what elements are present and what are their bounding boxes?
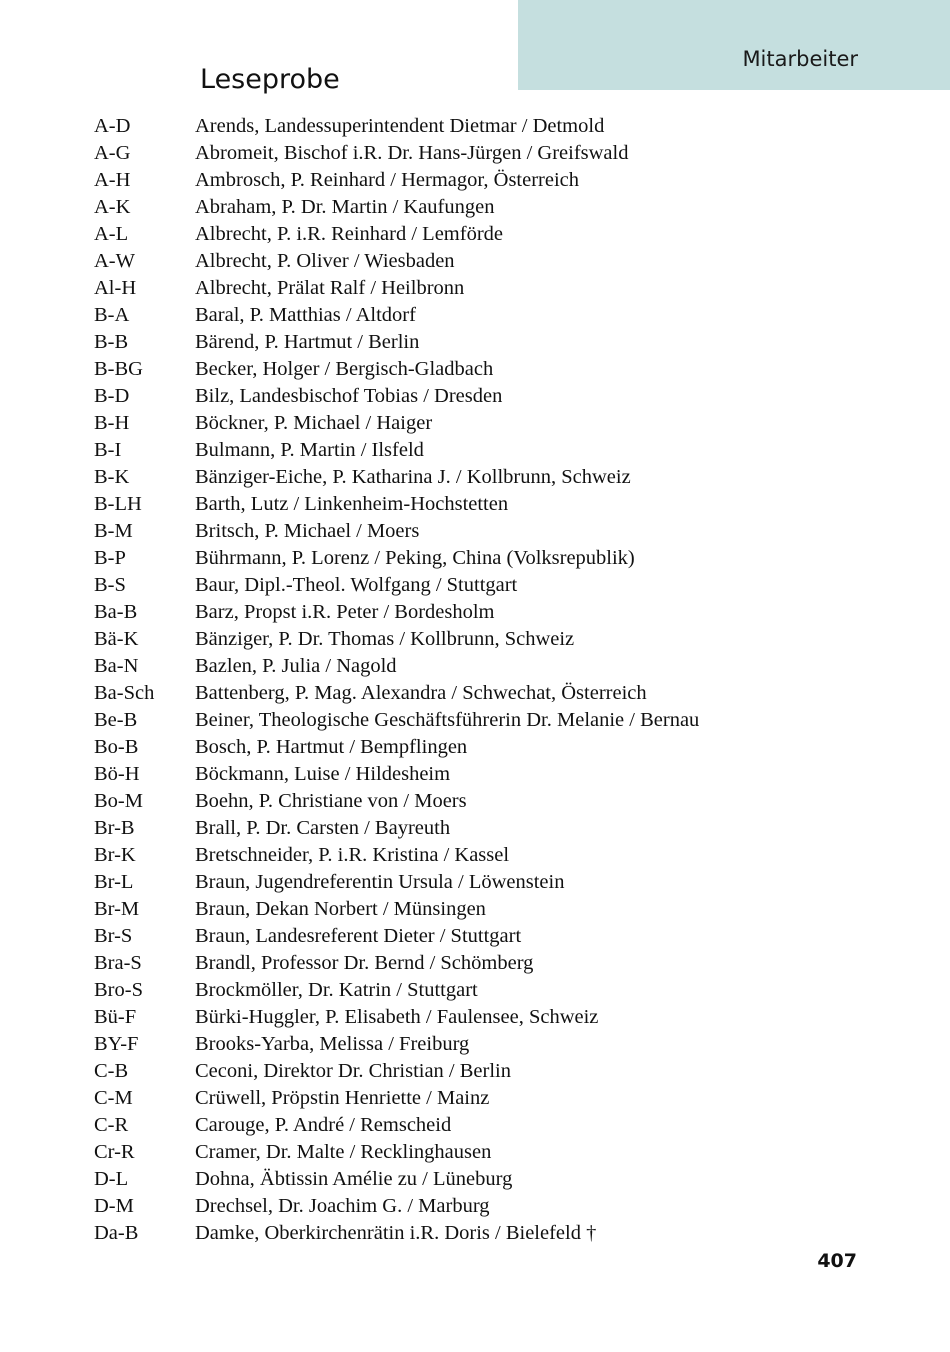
list-item — [94, 545, 854, 572]
list-item — [94, 788, 854, 815]
list-item — [94, 977, 854, 1004]
list-item — [94, 1220, 854, 1247]
entry-abbreviation: Be-B — [94, 709, 138, 731]
list-item — [94, 626, 854, 653]
list-item — [94, 248, 854, 275]
section-header-tab — [518, 0, 950, 90]
entry-abbreviation: Br-B — [94, 817, 135, 839]
entry-abbreviation: Br-L — [94, 871, 134, 893]
entry-abbreviation: A-D — [94, 115, 131, 137]
entry-abbreviation: BY-F — [94, 1033, 139, 1055]
list-item — [94, 761, 854, 788]
entry-abbreviation: B-I — [94, 439, 122, 461]
entry-name: Albrecht, P. Oliver / Wiesbaden — [195, 250, 455, 272]
list-item — [94, 923, 854, 950]
entry-abbreviation: D-L — [94, 1168, 129, 1190]
entry-abbreviation: B-K — [94, 466, 130, 488]
list-item — [94, 356, 854, 383]
list-item — [94, 491, 854, 518]
list-item — [94, 950, 854, 977]
entry-abbreviation: B-BG — [94, 358, 143, 380]
entry-name: Brockmöller, Dr. Katrin / Stuttgart — [195, 979, 478, 1001]
entry-abbreviation: B-P — [94, 547, 126, 569]
entry-abbreviation: Bö-H — [94, 763, 140, 785]
list-item — [94, 275, 854, 302]
list-item — [94, 383, 854, 410]
list-item — [94, 869, 854, 896]
list-item — [94, 1004, 854, 1031]
entry-abbreviation: C-M — [94, 1087, 133, 1109]
entry-name: Brall, P. Dr. Carsten / Bayreuth — [195, 817, 451, 839]
entry-name: Dohna, Äbtissin Amélie zu / Lüneburg — [195, 1168, 513, 1190]
entry-abbreviation: A-G — [94, 142, 131, 164]
entry-name: Barz, Propst i.R. Peter / Bordesholm — [195, 601, 495, 623]
entry-name: Cramer, Dr. Malte / Recklinghausen — [195, 1141, 492, 1163]
entry-name: Albrecht, Prälat Ralf / Heilbronn — [195, 277, 465, 299]
entry-name: Böckmann, Luise / Hildesheim — [195, 763, 451, 785]
list-item — [94, 221, 854, 248]
list-item — [94, 1058, 854, 1085]
entry-name: Bilz, Landesbischof Tobias / Dresden — [195, 385, 503, 407]
entry-abbreviation: Da-B — [94, 1222, 139, 1244]
entry-name: Battenberg, P. Mag. Alexandra / Schwechat, Österreich — [195, 682, 647, 704]
list-item — [94, 437, 854, 464]
entry-name: Braun, Jugendreferentin Ursula / Löwenstein — [195, 871, 565, 893]
entry-abbreviation: Br-M — [94, 898, 140, 920]
entry-name: Brandl, Professor Dr. Bernd / Schömberg — [195, 952, 534, 974]
list-item — [94, 464, 854, 491]
list-item — [94, 410, 854, 437]
entry-name: Albrecht, P. i.R. Reinhard / Lemförde — [195, 223, 504, 245]
list-item — [94, 1112, 854, 1139]
list-item — [94, 599, 854, 626]
entry-abbreviation: B-A — [94, 304, 130, 326]
entry-abbreviation: B-LH — [94, 493, 142, 515]
entry-abbreviation: B-M — [94, 520, 133, 542]
entry-abbreviation: Ba-Sch — [94, 682, 155, 704]
list-item — [94, 896, 854, 923]
entry-abbreviation: A-K — [94, 196, 131, 218]
entry-name: Boehn, P. Christiane von / Moers — [195, 790, 467, 812]
list-item — [94, 707, 854, 734]
entry-abbreviation: D-M — [94, 1195, 134, 1217]
entry-name: Baur, Dipl.-Theol. Wolfgang / Stuttgart — [195, 574, 518, 596]
entry-name: Ambrosch, P. Reinhard / Hermagor, Österreich — [195, 169, 580, 191]
entry-name: Damke, Oberkirchenrätin i.R. Doris / Bielefeld † — [195, 1222, 597, 1244]
list-item — [94, 653, 854, 680]
list-item — [94, 572, 854, 599]
entry-name: Barth, Lutz / Linkenheim-Hochstetten — [195, 493, 509, 515]
entry-name: Bänziger-Eiche, P. Katharina J. / Kollbrunn, Schweiz — [195, 466, 631, 488]
entry-name: Bosch, P. Hartmut / Bempflingen — [195, 736, 468, 758]
entry-name: Bretschneider, P. i.R. Kristina / Kassel — [195, 844, 510, 866]
contributor-list — [94, 113, 854, 1247]
entry-name: Drechsel, Dr. Joachim G. / Marburg — [195, 1195, 490, 1217]
list-item — [94, 842, 854, 869]
entry-name: Abraham, P. Dr. Martin / Kaufungen — [195, 196, 495, 218]
list-item — [94, 113, 854, 140]
list-item — [94, 1139, 854, 1166]
entry-name: Becker, Holger / Bergisch-Gladbach — [195, 358, 494, 380]
entry-name: Bärend, P. Hartmut / Berlin — [195, 331, 420, 353]
entry-abbreviation: B-D — [94, 385, 130, 407]
entry-name: Beiner, Theologische Geschäftsführerin Dr. Melanie / Bernau — [195, 709, 700, 731]
entry-name: Braun, Dekan Norbert / Münsingen — [195, 898, 486, 920]
entry-abbreviation: C-R — [94, 1114, 129, 1136]
list-item — [94, 734, 854, 761]
entry-name: Carouge, P. André / Remscheid — [195, 1114, 452, 1136]
list-item — [94, 680, 854, 707]
entry-abbreviation: Bo-B — [94, 736, 139, 758]
entry-name: Ceconi, Direktor Dr. Christian / Berlin — [195, 1060, 511, 1082]
list-item — [94, 140, 854, 167]
list-item — [94, 815, 854, 842]
list-item — [94, 1166, 854, 1193]
entry-abbreviation: Ba-B — [94, 601, 138, 623]
entry-name: Böckner, P. Michael / Haiger — [195, 412, 433, 434]
entry-name: Crüwell, Pröpstin Henriette / Mainz — [195, 1087, 490, 1109]
list-item — [94, 302, 854, 329]
entry-abbreviation: Al-H — [94, 277, 137, 299]
entry-abbreviation: Bro-S — [94, 979, 143, 1001]
entry-abbreviation: Br-S — [94, 925, 133, 947]
entry-abbreviation: Cr-R — [94, 1141, 135, 1163]
entry-name: Arends, Landessuperintendent Dietmar / Detmold — [195, 115, 605, 137]
entry-name: Bulmann, P. Martin / Ilsfeld — [195, 439, 424, 461]
entry-name: Britsch, P. Michael / Moers — [195, 520, 420, 542]
entry-abbreviation: A-L — [94, 223, 129, 245]
entry-abbreviation: B-B — [94, 331, 129, 353]
entry-name: Braun, Landesreferent Dieter / Stuttgart — [195, 925, 522, 947]
entry-abbreviation: Bo-M — [94, 790, 143, 812]
watermark-label: Leseprobe — [200, 64, 340, 95]
list-item — [94, 1031, 854, 1058]
entry-abbreviation: Bü-F — [94, 1006, 137, 1028]
entry-name: Baral, P. Matthias / Altdorf — [195, 304, 416, 326]
entry-name: Bazlen, P. Julia / Nagold — [195, 655, 397, 677]
page-number: 407 — [817, 1250, 857, 1272]
entry-abbreviation: Bra-S — [94, 952, 142, 974]
entry-abbreviation: B-H — [94, 412, 130, 434]
entry-name: Abromeit, Bischof i.R. Dr. Hans-Jürgen / Greifswald — [195, 142, 629, 164]
list-item — [94, 1085, 854, 1112]
list-item — [94, 1193, 854, 1220]
entry-abbreviation: A-H — [94, 169, 131, 191]
entry-name: Bänziger, P. Dr. Thomas / Kollbrunn, Schweiz — [195, 628, 575, 650]
entry-abbreviation: Bä-K — [94, 628, 139, 650]
list-item — [94, 518, 854, 545]
entry-abbreviation: Br-K — [94, 844, 136, 866]
list-item — [94, 329, 854, 356]
entry-abbreviation: A-W — [94, 250, 135, 272]
entry-abbreviation: Ba-N — [94, 655, 139, 677]
list-item — [94, 167, 854, 194]
entry-name: Bührmann, P. Lorenz / Peking, China (Volksrepublik) — [195, 547, 635, 569]
entry-abbreviation: B-S — [94, 574, 126, 596]
entry-abbreviation: C-B — [94, 1060, 129, 1082]
section-title: Mitarbeiter — [742, 47, 858, 71]
entry-name: Brooks-Yarba, Melissa / Freiburg — [195, 1033, 470, 1055]
entry-name: Bürki-Huggler, P. Elisabeth / Faulensee, Schweiz — [195, 1006, 599, 1028]
list-item — [94, 194, 854, 221]
